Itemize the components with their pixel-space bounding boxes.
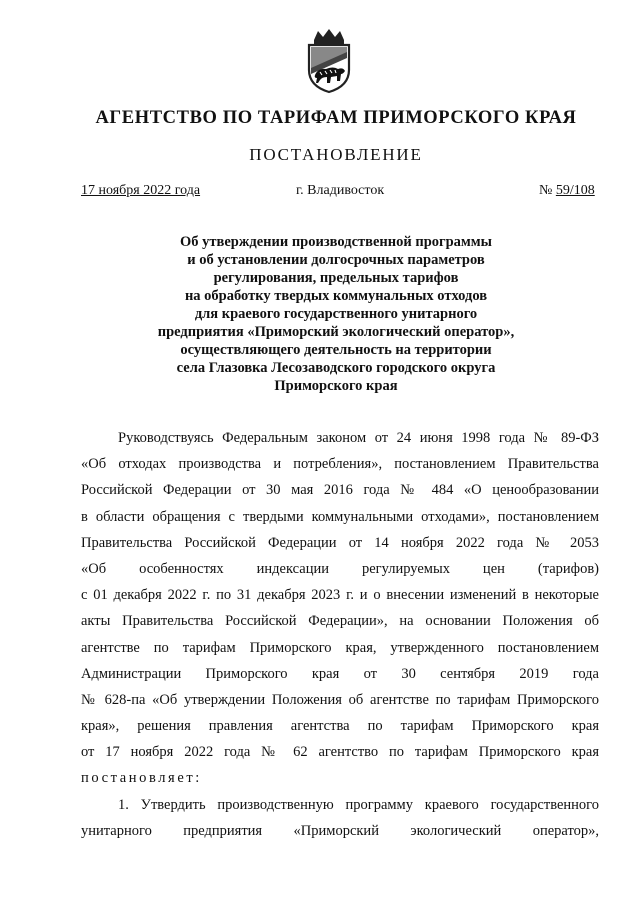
subject-line: осуществляющего деятельность на территории — [180, 342, 492, 358]
body-line: края», решения правления агентства по тарифам Приморского края — [81, 718, 599, 735]
document-number-prefix: № — [539, 183, 556, 198]
subject-line: и об установлении долгосрочных параметров — [187, 252, 485, 268]
body-line: Российской Федерации от 30 мая 2016 года № 484 «О ценообразовании — [81, 482, 599, 499]
subject-line: регулирования, предельных тарифов — [213, 270, 459, 286]
body-line: унитарного предприятия «Приморский экологический оператор», — [81, 822, 599, 839]
body-line: от 17 ноября 2022 года № 62 агентство по тарифам Приморского края — [81, 744, 599, 761]
body-line: с 01 декабря 2022 г. по 31 декабря 2023 г. и о внесении изменений в некоторые — [81, 587, 599, 604]
agency-name: АГЕНТСТВО ПО ТАРИФАМ ПРИМОРСКОГО КРАЯ — [95, 108, 577, 128]
body-line: акты Правительства Российской Федерации», на основании Положения об — [81, 613, 599, 630]
document-subject — [120, 233, 552, 395]
document-body — [81, 425, 599, 844]
resolution-word: постановляет: — [81, 770, 202, 787]
document-type: ПОСТАНОВЛЕНИЕ — [249, 145, 423, 164]
body-line: Руководствуясь Федеральным законом от 24 июня 1998 года № 89-ФЗ — [118, 430, 599, 446]
document-number-value: 59/108 — [555, 183, 595, 198]
subject-line: предприятия «Приморский экологический оператор», — [157, 324, 515, 340]
body-line: агентстве по тарифам Приморского края, утвержденного постановлением — [81, 639, 599, 656]
subject-line: села Глазовка Лесозаводского городского округа — [176, 360, 496, 376]
subject-line: на обработку твердых коммунальных отходов — [184, 288, 488, 304]
body-line: 1. Утвердить производственную программу краевого государственного — [118, 796, 599, 813]
body-line: № 628-па «Об утверждении Положения об агентстве по тарифам Приморского — [81, 691, 599, 708]
subject-line: Приморского края — [274, 378, 398, 394]
body-line: Администрации Приморского края от 30 сентября 2019 года — [81, 665, 599, 682]
subject-line: Об утверждении производственной программы — [180, 234, 492, 250]
body-line: «Об особенностях индексации регулируемых цен (тарифов) — [81, 560, 599, 577]
coat-of-arms-icon — [300, 28, 358, 94]
subject-line: для краевого государственного унитарного — [194, 306, 478, 322]
document-city: г. Владивосток — [296, 183, 385, 198]
document-date: 17 ноября 2022 года — [81, 183, 201, 198]
body-line: «Об отходах производства и потребления», постановлением Правительства — [81, 456, 599, 473]
document-number — [539, 183, 595, 199]
body-line: в области обращения с твердыми коммунальными отходами», постановлением — [81, 508, 599, 525]
body-line: Правительства Российской Федерации от 14 ноября 2022 года № 2053 — [81, 534, 599, 551]
